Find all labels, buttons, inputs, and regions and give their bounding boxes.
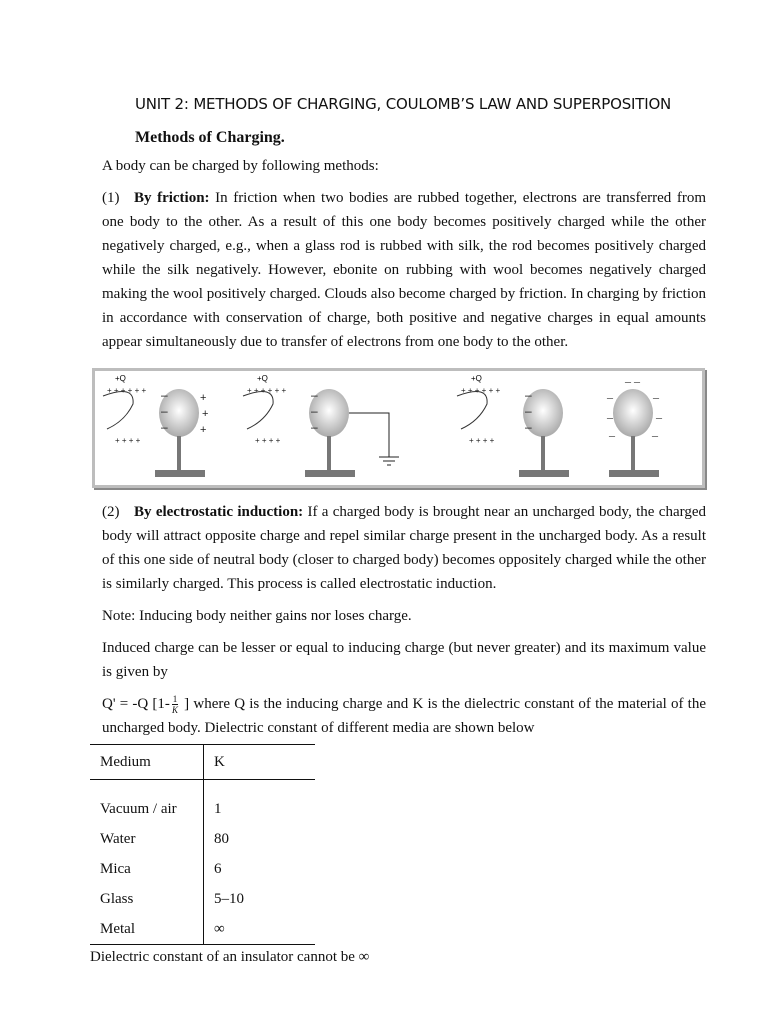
cell-k: 80 xyxy=(214,830,229,847)
svg-text:–: – xyxy=(525,420,532,434)
induction-figure xyxy=(92,368,705,488)
fraction xyxy=(172,694,178,715)
header-k: K xyxy=(204,745,316,780)
svg-text:–: – xyxy=(161,388,168,402)
svg-text:–: – xyxy=(609,428,615,442)
cell-k: 6 xyxy=(214,860,222,877)
table-row xyxy=(90,780,315,825)
svg-text:–: – xyxy=(311,420,318,434)
item-number: (1) xyxy=(102,190,120,206)
charge-label: +Q xyxy=(471,374,482,383)
formula-paragraph xyxy=(102,692,706,740)
induction-paragraph xyxy=(102,500,706,596)
fraction-denominator: K xyxy=(171,705,178,716)
panel-3 xyxy=(457,386,569,477)
svg-text:–: – xyxy=(656,410,662,424)
charge-label: +Q xyxy=(257,374,268,383)
svg-text:–: – xyxy=(161,404,168,418)
item-number: (2) xyxy=(102,504,120,520)
header-medium: Medium xyxy=(90,745,204,780)
table-row xyxy=(90,914,315,945)
svg-text:–: – xyxy=(161,420,168,434)
table-caption: Dielectric constant of an insulator cannot be ∞ xyxy=(90,949,370,965)
formula-prefix: Q' = -Q [1- xyxy=(102,696,170,712)
formula-suffix: ] where Q is the inducing charge and K is the dielectric constant of the material of the uncharged body. Dielectric constant of different media are shown below xyxy=(102,696,707,736)
svg-text:+: + xyxy=(200,392,207,404)
intro-text: A body can be charged by following methods: xyxy=(102,158,379,174)
svg-text:–: – xyxy=(525,388,532,402)
cell-medium: Water xyxy=(90,824,204,854)
panel-2 xyxy=(243,386,399,477)
table-row xyxy=(90,824,315,854)
induction-label: By electrostatic induction: xyxy=(134,504,304,520)
svg-text:+: + xyxy=(200,424,207,436)
svg-text:+ + + +: + + + + xyxy=(469,436,495,445)
table-row xyxy=(90,884,315,914)
cell-medium: Glass xyxy=(90,884,204,914)
svg-text:+ + + + + +: + + + + + + xyxy=(107,386,147,395)
cell-medium: Vacuum / air xyxy=(90,780,204,825)
svg-text:–: – xyxy=(525,404,532,418)
cell-k: 1 xyxy=(214,800,222,817)
friction-paragraph xyxy=(102,186,706,354)
svg-text:–: – xyxy=(607,410,613,424)
section-heading: Methods of Charging. xyxy=(135,129,285,146)
cell-medium: Mica xyxy=(90,854,204,884)
table-row xyxy=(90,854,315,884)
friction-text: In friction when two bodies are rubbed together, electrons are transferred from one body to the other. As a result of this one body becomes positively charged while the other negatively charged, e.g., when a glass rod is rubbed with silk, the rod becomes positively charged while the silk negatively. However, ebonite on rubbing with wool becomes negatively charged making the wool positively charged. Clouds also become charged by friction. In charging by friction in accordance with conservation of charge, both positive and negative charges in equal amounts appear simultaneously due to transfer of electrons from one body to the other. xyxy=(102,190,707,350)
note-text: Note: Inducing body neither gains nor loses charge. xyxy=(102,608,412,624)
svg-text:–: – xyxy=(311,404,318,418)
induction-text: If a charged body is brought near an uncharged body, the charged body will attract opposite charge and repel similar charge present in the uncharged body. As a result of this one side of neutral body (closer to charged body) becomes oppositely charged while the other is similarly charged. This process is called electrostatic induction. xyxy=(102,504,706,592)
svg-text:+ + + +: + + + + xyxy=(255,436,281,445)
svg-text:–: – xyxy=(607,390,613,404)
svg-text:– –: – – xyxy=(625,374,640,388)
svg-text:–: – xyxy=(311,388,318,402)
cell-k: 5–10 xyxy=(214,890,244,907)
svg-text:+ + + +: + + + + xyxy=(115,436,141,445)
charge-label: +Q xyxy=(115,374,126,383)
svg-text:–: – xyxy=(652,428,658,442)
svg-text:+ + + + + +: + + + + + + xyxy=(247,386,287,395)
svg-text:+ + + + + +: + + + + + + xyxy=(461,386,501,395)
fraction-numerator: 1 xyxy=(172,694,178,705)
panel-1 xyxy=(103,386,208,477)
induced-charge-text: Induced charge can be lesser or equal to inducing charge (but never greater) and its maximum value is given by xyxy=(102,640,706,680)
svg-text:+: + xyxy=(202,408,209,420)
friction-label: By friction: xyxy=(134,190,210,206)
unit-title: UNIT 2: METHODS OF CHARGING, COULOMB’S LAW AND SUPERPOSITION xyxy=(135,95,672,113)
cell-medium: Metal xyxy=(90,914,204,945)
dielectric-table xyxy=(90,744,315,945)
table-header-row xyxy=(90,745,315,780)
panel-4 xyxy=(606,374,663,477)
svg-text:–: – xyxy=(653,390,659,404)
cell-k: ∞ xyxy=(204,914,316,945)
induction-diagram xyxy=(95,371,702,485)
